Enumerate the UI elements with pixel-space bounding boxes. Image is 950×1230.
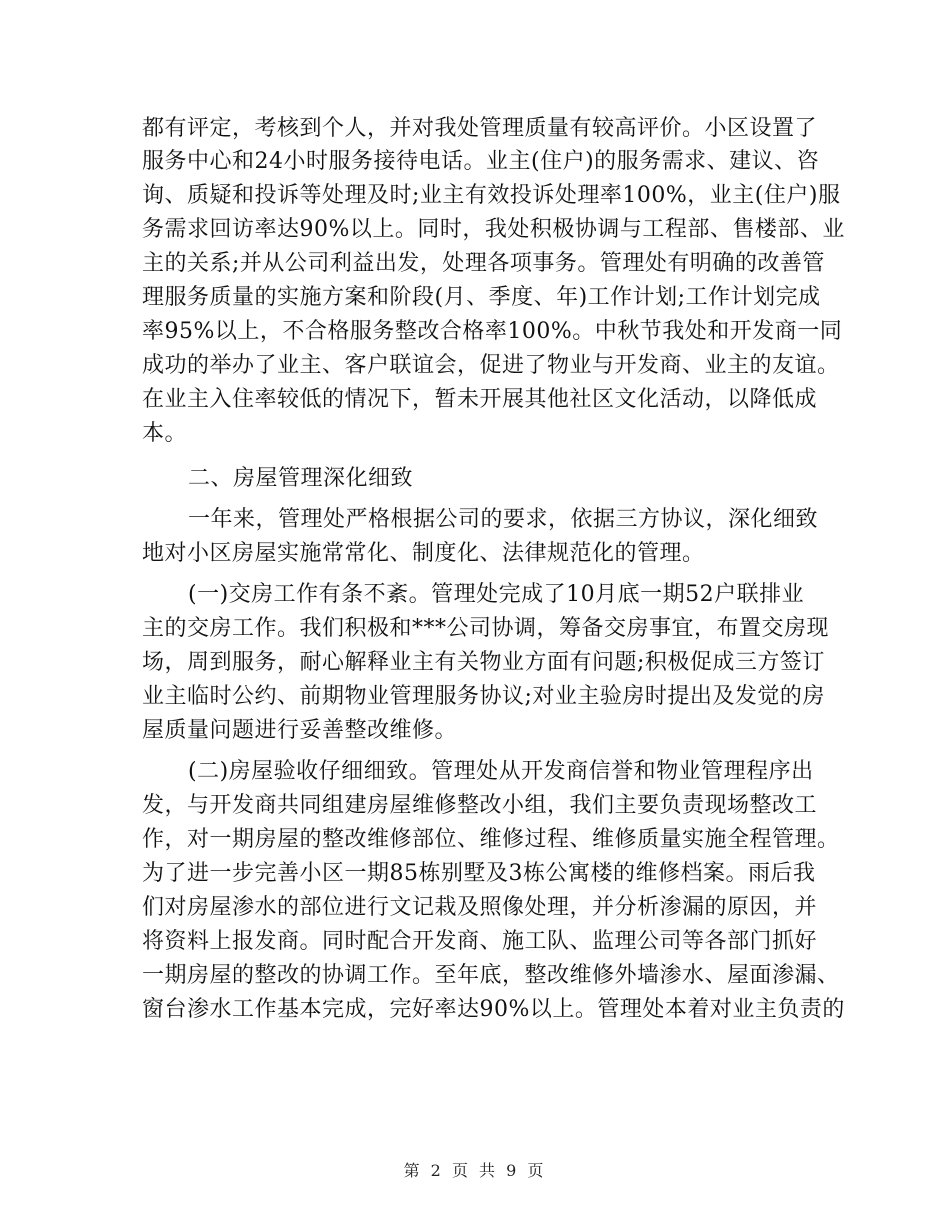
- body-line: 发，与开发商共同组建房屋维修整改小组，我们主要负责现场整改工: [142, 793, 818, 818]
- body-line: 主的关系;并从公司利益出发，处理各项事务。管理处有明确的改善管: [142, 251, 825, 276]
- body-line: 地对小区房屋实施常常化、制度化、法律规范化的管理。: [142, 541, 705, 566]
- body-line: 屋质量问题进行妥善整改维修。: [142, 718, 458, 743]
- body-line: 为了进一步完善小区一期85栋别墅及3栋公寓楼的维修档案。雨后我: [142, 861, 816, 886]
- body-line: 服务中心和24小时服务接待电话。业主(住户)的服务需求、建议、咨: [142, 149, 820, 174]
- body-line: 窗台渗水工作基本完成，完好率达90%以上。管理处本着对业主负责的: [142, 997, 845, 1022]
- body-line: 将资料上报发商。同时配合开发商、施工队、监理公司等各部门抓好: [142, 929, 818, 954]
- body-line: 一年来，管理处严格根据公司的要求，依据三方协议，深化细致: [188, 507, 819, 532]
- body-line: 本。: [142, 421, 188, 446]
- page-number-footer: 第 2 页 共 9 页: [403, 1161, 547, 1180]
- body-line: 理服务质量的实施方案和阶段(月、季度、年)工作计划;工作计划完成: [142, 285, 821, 310]
- body-line: 务需求回访率达90%以上。同时，我处积极协调与工程部、售楼部、业: [142, 217, 845, 242]
- body-line: 业主临时公约、前期物业管理服务协议;对业主验房时提出及发觉的房: [142, 684, 825, 709]
- body-line: 率95%以上，不合格服务整改合格率100%。中秋节我处和开发商一同: [142, 319, 843, 344]
- body-line: (一)交房工作有条不紊。管理处完成了10月底一期52户联排业: [188, 582, 805, 607]
- body-line: 们对房屋渗水的部位进行文记栽及照像处理，并分析渗漏的原因，并: [142, 895, 818, 920]
- body-line: 作，对一期房屋的整改维修部位、维修过程、维修质量实施全程管理。: [142, 827, 840, 852]
- section-heading: 二、房屋管理深化细致: [188, 466, 414, 491]
- body-line: 询、质疑和投诉等处理及时;业主有效投诉处理率100%，业主(住户)服: [142, 183, 841, 208]
- body-line: (二)房屋验收仔细细致。管理处从开发商信誉和物业管理程序出: [188, 759, 814, 784]
- body-line: 主的交房工作。我们积极和***公司协调，筹备交房事宜，布置交房现: [142, 616, 830, 641]
- body-line: 一期房屋的整改的协调工作。至年底，整改维修外墙渗水、屋面渗漏、: [142, 963, 840, 988]
- body-line: 在业主入住率较低的情况下，暂未开展其他社区文化活动，以降低成: [142, 387, 818, 412]
- body-line: 成功的举办了业主、客户联谊会，促进了物业与开发商、业主的友谊。: [142, 353, 840, 378]
- body-line: 都有评定，考核到个人，并对我处管理质量有较高评价。小区设置了: [142, 116, 818, 141]
- body-line: 场，周到服务，耐心解释业主有关物业方面有问题;积极促成三方签订: [142, 650, 825, 675]
